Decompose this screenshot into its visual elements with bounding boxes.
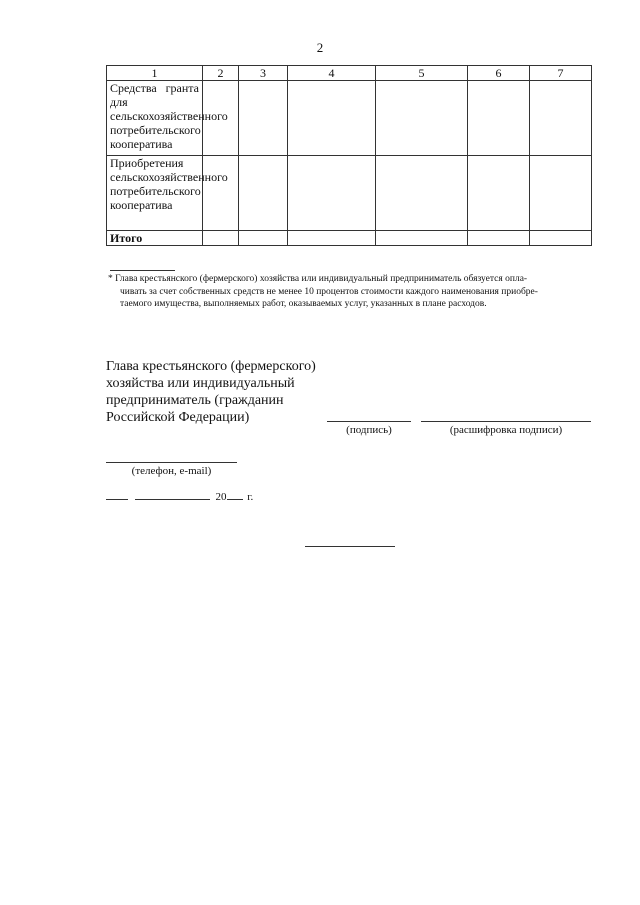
table-cell [239, 231, 288, 246]
signer-line-2: хозяйства или индивидуальный [106, 376, 295, 391]
table-cell [530, 81, 592, 156]
column-header: 5 [376, 66, 468, 81]
date-suffix: г. [247, 491, 254, 503]
table-cell [468, 231, 530, 246]
table-cell [468, 156, 530, 231]
table-cell [239, 156, 288, 231]
table-cell [288, 156, 376, 231]
date-year-field[interactable] [227, 490, 243, 500]
footnote-line-3: таемого имущества, выполняемых работ, оказываемых услуг, указанных в плане расходов. [120, 299, 487, 309]
column-header: 7 [530, 66, 592, 81]
row-label-grant-funds: Средства гранта для сельскохозяйственного потребительского кооператива [107, 81, 203, 156]
table-cell [239, 81, 288, 156]
signer-line-4: Российской Федерации) [106, 410, 250, 425]
signer-line-1: Глава крестьянского (фермерского) [106, 359, 316, 374]
signature-field[interactable] [327, 421, 411, 422]
column-header: 4 [288, 66, 376, 81]
footnote-marker: * [108, 274, 113, 284]
signature-caption: (подпись) [346, 424, 392, 436]
table-cell [376, 156, 468, 231]
table-cell [376, 81, 468, 156]
table-row [107, 81, 592, 156]
footnote-separator [110, 270, 175, 271]
table-cell [376, 231, 468, 246]
signature-decode-field[interactable] [421, 421, 591, 422]
table-cell [203, 156, 239, 231]
footnote-line-2: чивать за счет собственных средств не менее 10 процентов стоимости каждого наименования приобре- [120, 286, 538, 297]
page-number: 2 [316, 40, 324, 55]
table-cell [288, 231, 376, 246]
contact-caption: (телефон, e-mail) [131, 465, 212, 477]
date-month-field[interactable] [135, 490, 210, 500]
date-field [106, 490, 253, 503]
table-cell [288, 81, 376, 156]
closing-separator [305, 546, 395, 547]
table-cell [530, 156, 592, 231]
footnote-line-1: Глава крестьянского (фермерского) хозяйства или индивидуальный предприниматель обязуется опла- [115, 274, 528, 284]
footnote [108, 273, 594, 311]
column-header: 1 [107, 66, 203, 81]
column-header: 6 [468, 66, 530, 81]
signer-title [106, 358, 316, 426]
total-row [107, 231, 592, 246]
signature-decode-caption: (расшифровка подписи) [449, 424, 563, 436]
table-header-row [107, 66, 592, 81]
signer-line-3: предприниматель (гражданин [106, 393, 284, 408]
column-header: 2 [203, 66, 239, 81]
column-header: 3 [239, 66, 288, 81]
row-label-total: Итого [107, 231, 203, 246]
contact-field[interactable] [106, 462, 237, 463]
date-day-field[interactable] [106, 490, 128, 500]
date-year-prefix: 20 [215, 491, 227, 503]
table-row [107, 156, 592, 231]
table-cell [468, 81, 530, 156]
expense-plan-table [106, 65, 592, 246]
row-label-acquisitions: Приобретения сельскохозяйственного потребительского кооператива [107, 156, 203, 231]
table-cell [530, 231, 592, 246]
table-cell [203, 231, 239, 246]
